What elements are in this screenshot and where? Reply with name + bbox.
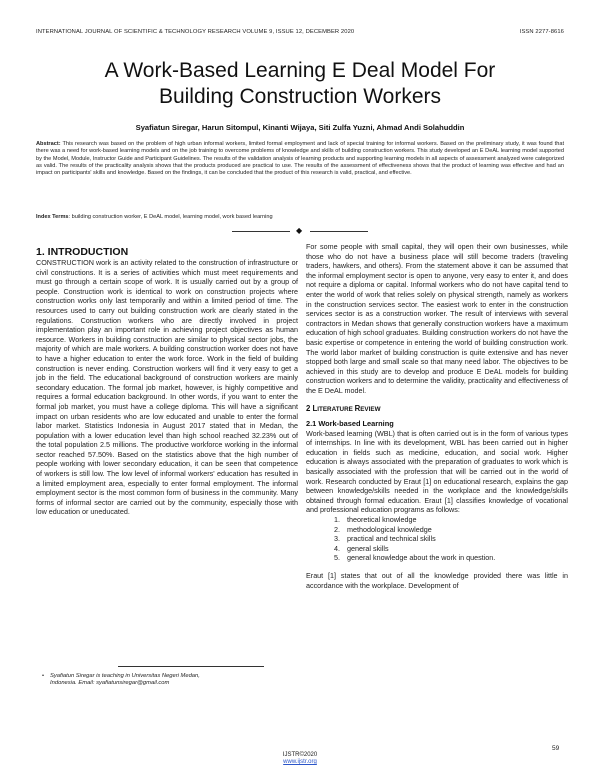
author-footnote — [42, 673, 282, 688]
copyright: IJSTR©2020 — [282, 752, 318, 758]
list-item: 2. methodological knowledge — [342, 525, 568, 535]
right-column — [306, 242, 568, 590]
page-number: 59 — [552, 745, 560, 752]
issn: ISSN 2277-8616 — [519, 29, 564, 35]
intro-paragraph-continued: For some people with small capital, they will open their own businesses, while those who do not have a business place will still become traders (traveling traders, hawkers, and others). From the statement above it can be assumed that the informal employment sector is open to anyone, very easy to enter it, and does not require a diploma or capital. Informal workers who do not have capital tend to enter the world of work that relies solely on physical strength, namely as workers in the construction services sector. The easiest work to enter in the construction services sector is as a construction worker. The result of interviews with several contractors in Medan shows that generally construction workers have a maximum education of high school graduates. Building construction workers do not have the basic expertise or competence in entering the world of building construction work. The world labor market of building construction is quite extensive and has never stopped both large and small scale so that many need labor. The objectives to be achieved in this study are to develop and produce E DeAL models for building construction workers and to determine the validity, practicality and effectiveness of the E DeAL model. — [306, 242, 568, 395]
abstract — [36, 141, 564, 177]
footnote-line-1: Syafiatun Siregar is teaching in Universitas Negeri Medan, — [50, 673, 200, 679]
page-footer — [0, 752, 600, 766]
paper-title — [40, 58, 560, 110]
work-based-learning-heading: 2.1 Work-based Learning — [306, 419, 394, 429]
footnote-line-2: Indonesia. Email: syafiatunsiregar@gmail.com — [50, 680, 170, 687]
title-line-1: A Work-Based Learning E Deal Model For — [104, 59, 496, 82]
left-column — [36, 246, 298, 517]
diamond-icon: ◆ — [296, 226, 303, 235]
section-divider — [232, 227, 368, 237]
divider-line-right — [310, 231, 368, 232]
footnote-rule — [118, 666, 264, 667]
eraut-paragraph: Eraut [1] states that out of all the knowledge provided there was little in accordance with the workplace. Development of — [306, 571, 568, 590]
title-line-2: Building Construction Workers — [158, 85, 442, 108]
bullet-icon: • — [42, 673, 45, 679]
list-item: 4. general skills — [342, 544, 568, 554]
index-terms-label: Index Terms — [36, 214, 69, 220]
list-item: 5. general knowledge about the work in question. — [342, 553, 568, 563]
literature-review-heading: 2 LITERATURE REVIEW — [306, 403, 381, 413]
abstract-text: This research was based on the problem of high urban informal workers, limited formal employment and lack of special training for informal workers. Based on the preliminary study, it was found that there was a need for work-based learning models and on the job training to overcome problems of knowledge and skills of building construction workers. This study developed an E DeAL learning model supported by the Model, Module, Instructor Guide and Participant Guidelines. The results of the validation analysis of learning products and supporting learning models in all aspects of assessment analyzed were categorized as valid. The results of the practicality analysis shows that the products produced are practical to use. The results of the assessment of effectiveness shows that the product of learning was effective and had an impact on participants' skills and knowledge. Based on the findings, it can be concluded that the product of this research is valid, practical, and effective. — [36, 141, 564, 177]
introduction-heading: 1. INTRODUCTION — [36, 246, 129, 258]
website-link[interactable]: www.ijstr.org — [283, 759, 317, 766]
list-item: 3. practical and technical skills — [342, 534, 568, 544]
divider-line-left — [232, 231, 290, 232]
author-list: Syafiatun Siregar, Harun Sitompul, Kinanti Wijaya, Siti Zulfa Yuzni, Ahmad Andi Solahuddin — [135, 123, 465, 132]
journal-name: INTERNATIONAL JOURNAL OF SCIENTIFIC & TECHNOLOGY RESEARCH VOLUME 9, ISSUE 12, DECEMBER 2020 — [36, 29, 355, 35]
index-terms-text: : building construction worker, E DeAL model, learning model, work based learning — [68, 214, 273, 220]
abstract-label: Abstract: — [36, 141, 61, 147]
knowledge-list — [306, 515, 568, 563]
journal-header — [36, 29, 564, 35]
index-terms — [36, 214, 564, 221]
introduction-paragraph: CONSTRUCTION work is an activity related to the construction of infrastructure or civil constructions. It is a series of activities which must meet requirements and must go through a certain scope of work. It is usually carried out by a group of people. Construction work is identical to work on construction projects where construction works only last temporarily and within a limited period of time. The resources used to carry out building construction work are clearly stated in the regulations. Construction workers who are directly involved in project implementation play an important role in achieving project objectives as human resource. Workers in building construction are similar to physical sector jobs, the majority of which are male workers. A building construction worker does not have to have a higher education to enter the work force. Work in the field of building construction is never ending. Construction workers will find it very easy to get a job in the field. The educational background of construction workers are mainly secondary education. The formal job market, however, is highly competitive and requires a formal education background. In other words, if you want to enter the formal job market, you must have a college diploma. This will have a significant impact on urban residents who are low educated and unable to enter the formal labor market. Statistics Indonesia in August 2017 stated that in Medan, the population with a lower education level than high school reached 32.23% out of the total population 2.5 millions. The productive workforce working in the informal sector reached 57.50%. Based on the statistics above that the high number of people working with lower secondary education, it can be seen that competence of workers is still low. The low level of informal workers' education has resulted in a limited employment area, especially to enter formal employment. The informal employment sector is the most common form of business in the community. Many forms of informal sector are carried out by the community, especially those with low education or uneducated. — [36, 258, 298, 517]
list-item: 1. theoretical knowledge — [342, 515, 568, 525]
wbl-paragraph: Work-based learning (WBL) that is often carried out is in the form of various types of internships. In line with its development, WBL has been carried out in higher education in fields such as medicine, education, and social work. Higher education is always associated with the preparation of graduates to work which is basically associated with the profession that will be carried out in the world of work. Research conducted by Eraut [1] on educational research, explains the gap between knowledge/skills needed in the workplace and the knowledge/skills obtained through formal education. Eraut [1] classifies knowledge of vocational and professional education programs as follows: — [306, 428, 568, 515]
